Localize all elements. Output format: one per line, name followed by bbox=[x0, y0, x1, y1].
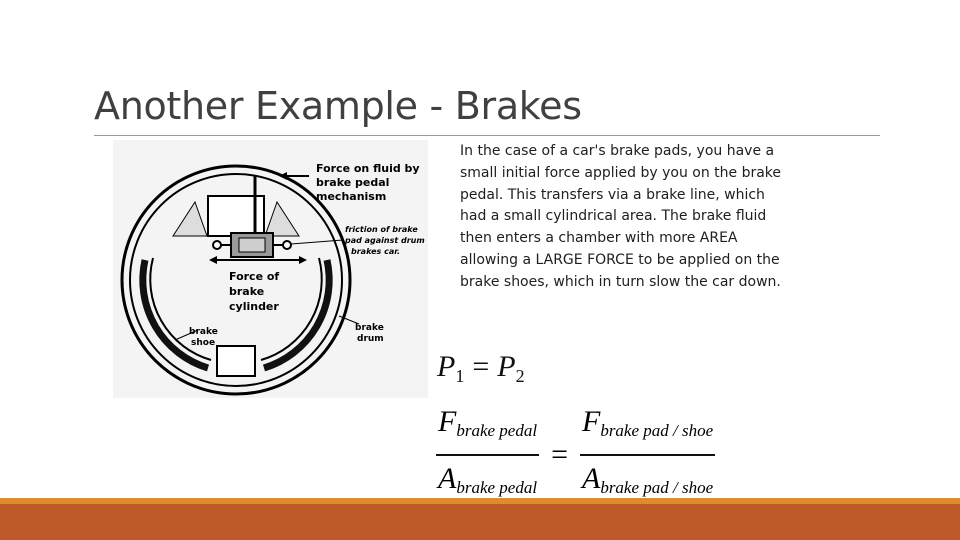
left-fraction bbox=[436, 403, 539, 507]
left-fraction-bar bbox=[436, 454, 539, 456]
eq1-left-symbol: P bbox=[437, 350, 456, 383]
right-fraction-bar bbox=[580, 454, 715, 456]
right-denominator: $A_{brake pad / shoe}$ bbox=[581, 462, 714, 497]
right-numerator: $F_{brake pad / shoe}$ bbox=[581, 405, 714, 440]
eq1-right-sub: 2 bbox=[515, 366, 525, 386]
brake-diagram-svg bbox=[113, 140, 428, 398]
anchor-pin bbox=[217, 346, 255, 376]
label-brake-shoe: brake shoe bbox=[189, 327, 218, 348]
left-numerator: $F_{brake pedal}$ bbox=[438, 405, 538, 440]
cylinder-piston bbox=[239, 238, 265, 252]
slide-title: Another Example - Brakes bbox=[94, 84, 582, 128]
brake-diagram bbox=[113, 140, 428, 398]
left-shoe-top bbox=[173, 202, 207, 236]
right-pivot bbox=[283, 241, 291, 249]
eq1-left-sub: 1 bbox=[455, 366, 465, 386]
right-fraction bbox=[580, 403, 715, 507]
label-force-fluid: Force on fluid by brake pedal mechanism bbox=[316, 162, 420, 203]
left-pivot bbox=[213, 241, 221, 249]
footer-band bbox=[0, 504, 960, 540]
fluid-force-arrowhead bbox=[279, 172, 287, 180]
eq1-right-symbol: P bbox=[497, 350, 516, 383]
force-area-equation bbox=[436, 403, 715, 507]
eq1-equals: = bbox=[472, 350, 490, 383]
left-shoe-lining bbox=[143, 260, 208, 368]
body-paragraph: In the case of a car's brake pads, you have a small initial force applied by you on the brake pedal. This transfers via a brake line, which had a small cylindrical area. The brake fluid then enters a chamber with more AREA allowing a LARGE FORCE to be applied on the brake shoes, which in turn slow the car down. bbox=[460, 143, 782, 290]
pressure-equation bbox=[437, 350, 525, 387]
label-force-cylinder: Force of brake cylinder bbox=[229, 270, 280, 313]
eq2-equals: = bbox=[551, 438, 568, 471]
label-friction: friction of brake pad against drum brakes car. bbox=[345, 225, 425, 256]
title-divider bbox=[94, 135, 880, 136]
cylinder-arrowhead-right bbox=[299, 256, 307, 264]
cylinder-arrowhead-left bbox=[209, 256, 217, 264]
left-denominator: $A_{brake pedal}$ bbox=[438, 462, 538, 497]
right-shoe-top bbox=[265, 202, 299, 236]
label-brake-drum: brake drum bbox=[355, 323, 384, 344]
